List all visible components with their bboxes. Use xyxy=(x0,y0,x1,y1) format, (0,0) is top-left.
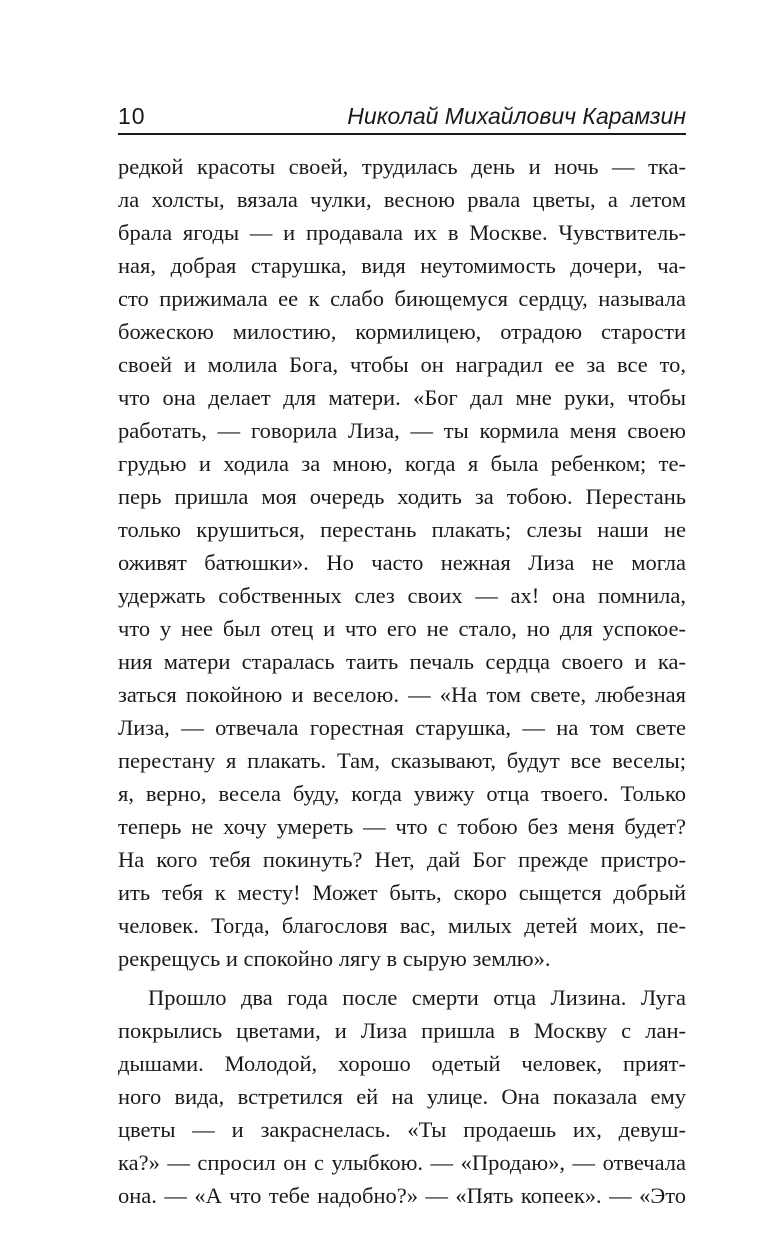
text-line: своей и молила Бога, чтобы он наградил ее за все то, xyxy=(118,352,686,377)
text-line: дышами. Молодой, хорошо одетый человек, прият- xyxy=(118,1051,686,1076)
text-line: заться покойною и веселою. — «На том свете, любезная xyxy=(118,682,686,707)
text-line: божескою милостию, кормилицею, отрадою старости xyxy=(118,319,686,344)
text-line: перестану я плакать. Там, сказывают, будут все веселы; xyxy=(118,748,686,773)
paragraph xyxy=(118,981,686,1212)
text-line: удержать собственных слез своих — ах! она помнила, xyxy=(118,583,686,608)
text-line: ка?» — спросил он с улыбкою. — «Продаю», — отвечала xyxy=(118,1150,686,1175)
text-line: ния матери старалась таить печаль сердца своего и ка- xyxy=(118,649,686,674)
text-line: ная, добрая старушка, видя неутомимость дочери, ча- xyxy=(118,253,686,278)
text-line: ить тебя к месту! Может быть, скоро сыщется добрый xyxy=(118,880,686,905)
text-line: На кого тебя покинуть? Нет, дай Бог прежде пристро- xyxy=(118,847,686,872)
text-line: брала ягоды — и продавала их в Москве. Чувствитель- xyxy=(118,220,686,245)
paragraph xyxy=(118,150,686,975)
text-line: только крушиться, перестань плакать; слезы наши не xyxy=(118,517,686,542)
text-line: цветы — и закраснелась. «Ты продаешь их, девуш- xyxy=(118,1117,686,1142)
text-line: оживят батюшки». Но часто нежная Лиза не могла xyxy=(118,550,686,575)
text-line: работать, — говорила Лиза, — ты кормила меня своею xyxy=(118,418,686,443)
page-number: 10 xyxy=(118,103,146,129)
text-line: что у нее был отец и что его не стало, но для успокое- xyxy=(118,616,686,641)
text-line: Прошло два года после смерти отца Лизина. Луга xyxy=(148,985,686,1010)
author-name: Николай Михайлович Карамзин xyxy=(347,103,686,129)
text-line: сто прижимала ее к слабо биющемуся сердцу, называла xyxy=(118,286,686,311)
text-line: что она делает для матери. «Бог дал мне руки, чтобы xyxy=(118,385,686,410)
text-line: я, верно, весела буду, когда увижу отца твоего. Только xyxy=(118,781,686,806)
header-rule xyxy=(118,133,686,135)
text-line: ного вида, встретился ей на улице. Она показала ему xyxy=(118,1084,686,1109)
running-header xyxy=(118,98,686,130)
text-line: грудью и ходила за мною, когда я была ребенком; те- xyxy=(118,451,686,476)
text-line: ла холсты, вязала чулки, весною рвала цветы, а летом xyxy=(118,187,686,212)
text-line: теперь не хочу умереть — что с тобою без меня будет? xyxy=(118,814,686,839)
text-line: она. — «А что тебе надобно?» — «Пять копеек». — «Это xyxy=(118,1183,686,1208)
text-line: редкой красоты своей, трудилась день и ночь — тка- xyxy=(118,154,686,179)
text-line: Лиза, — отвечала горестная старушка, — на том свете xyxy=(118,715,686,740)
text-line: человек. Тогда, благословя вас, милых детей моих, пе- xyxy=(118,913,686,938)
text-line: рекрещусь и спокойно лягу в сырую землю». xyxy=(118,946,551,971)
body-text xyxy=(118,150,686,1212)
text-line: покрылись цветами, и Лиза пришла в Москву с лан- xyxy=(118,1018,686,1043)
text-line: перь пришла моя очередь ходить за тобою. Перестань xyxy=(118,484,686,509)
